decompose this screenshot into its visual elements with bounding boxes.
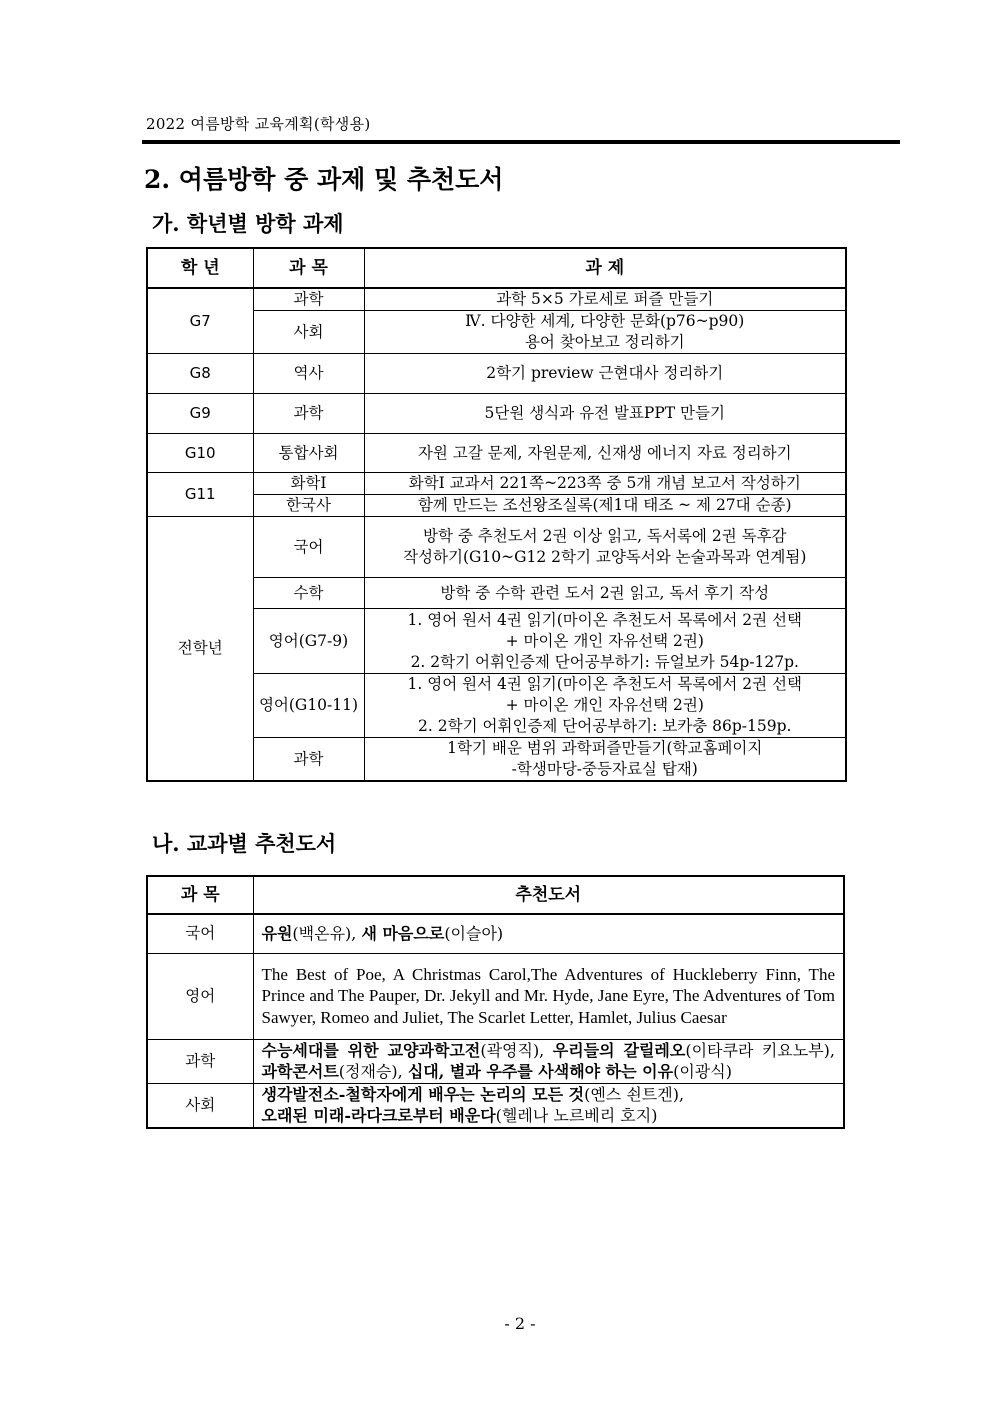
task-line: 1. 영어 원서 4권 읽기(마이온 추천도서 목록에서 2권 선택	[407, 675, 802, 693]
assignments-table	[146, 247, 847, 782]
book-author: (이슬아)	[444, 924, 504, 943]
subject-cell: 영어(G10-11)	[253, 674, 364, 738]
table-row	[147, 434, 846, 473]
grade-cell: G7	[147, 288, 253, 354]
subject-cell: 국어	[147, 914, 253, 953]
book-author: (이타쿠라 키요노부),	[685, 1040, 836, 1060]
books-cell: The Best of Poe, A Christmas Carol,The Adventures of Huckleberry Finn, The Prince and The Pauper, Dr. Jekyll and Mr. Hyde, Jane Eyre, The Adventures of Tom Sawyer, Romeo and Juliet, The Scarlet Letter, Hamlet, Julius Caesar	[253, 953, 844, 1039]
subject-cell: 과학	[253, 288, 364, 311]
table-row	[147, 1039, 844, 1083]
header-books: 추천도서	[253, 876, 844, 914]
grade-cell: 전학년	[147, 517, 253, 782]
task-cell: 방학 중 수학 관련 도서 2권 읽고, 독서 후기 작성	[364, 578, 846, 609]
subject-cell: 화학Ⅰ	[253, 473, 364, 495]
task-cell: 5단원 생식과 유전 발표PPT 만들기	[364, 394, 846, 434]
subject-cell: 사회	[147, 1083, 253, 1128]
task-line: 방학 중 추천도서 2권 이상 읽고, 독서록에 2권 독후감	[422, 527, 787, 545]
book-title: 과학콘서트	[261, 1062, 339, 1081]
task-cell	[364, 517, 846, 578]
subject-cell: 영어(G7-9)	[253, 609, 364, 674]
books-cell	[253, 1039, 844, 1083]
table-row	[147, 1083, 844, 1128]
book-author: (이광식)	[673, 1062, 732, 1081]
table-header-row	[147, 876, 844, 914]
table-row	[147, 953, 844, 1039]
task-line: 1. 영어 원서 4권 읽기(마이온 추천도서 목록에서 2권 선택	[407, 610, 802, 629]
task-line: 1학기 배운 범위 과학퍼즐만들기(학교홈페이지	[447, 739, 763, 757]
header-subject: 과 목	[253, 248, 364, 288]
task-cell	[364, 609, 846, 674]
header-subject: 과 목	[147, 876, 253, 914]
subject-cell: 통합사회	[253, 434, 364, 473]
task-cell	[364, 738, 846, 782]
subject-cell: 수학	[253, 578, 364, 609]
task-cell: 자원 고갈 문제, 자원문제, 신재생 에너지 자료 정리하기	[364, 434, 846, 473]
table-row	[147, 914, 844, 953]
task-line: 용어 찾아보고 정리하기	[524, 333, 685, 351]
book-title: 유원	[261, 924, 293, 943]
book-title: 새 마음으로	[361, 924, 445, 943]
task-line: 2. 2학기 어휘인증제 단어공부하기: 듀얼보카 54p-127p.	[410, 652, 799, 671]
book-line	[262, 1084, 836, 1106]
subject-cell: 과학	[253, 394, 364, 434]
table-row	[147, 473, 846, 495]
subject-cell: 한국사	[253, 495, 364, 517]
task-cell	[364, 311, 846, 354]
book-title: 우리들의 갈릴레오	[552, 1040, 686, 1060]
books-cell	[253, 1083, 844, 1128]
task-cell: 함께 만드는 조선왕조실록(제1대 태조 ~ 제 27대 순종)	[364, 495, 846, 517]
book-title: 수능세대를 위한 교양과학고전	[261, 1040, 481, 1060]
section-title: 2. 여름방학 중 과제 및 추천도서	[144, 165, 504, 194]
task-cell: 과학 5×5 가로세로 퍼즐 만들기	[364, 288, 846, 311]
task-cell	[364, 674, 846, 738]
task-cell: 2학기 preview 근현대사 정리하기	[364, 354, 846, 394]
task-line: Ⅳ. 다양한 세계, 다양한 문화(p76~p90)	[465, 312, 745, 330]
book-author: (정재승),	[338, 1062, 408, 1081]
header-rule	[142, 140, 900, 144]
task-line: 작성하기(G10~G12 2학기 교양독서와 논술과목과 연계됨)	[403, 548, 807, 566]
books-table	[146, 875, 845, 1129]
subject-cell: 영어	[147, 953, 253, 1039]
table-row	[147, 517, 846, 578]
task-line: + 마이온 개인 자유선택 2권)	[505, 631, 704, 650]
task-line: -학생마당-중등자료실 탑재)	[511, 760, 698, 778]
book-author: (헬레나 노르베리 호지)	[495, 1106, 658, 1125]
book-author: (백온유),	[292, 924, 362, 943]
subject-cell: 과학	[147, 1039, 253, 1083]
books-cell	[253, 914, 844, 953]
task-line: + 마이온 개인 자유선택 2권)	[505, 696, 704, 714]
subsection-title-assignments: 가. 학년별 방학 과제	[152, 211, 344, 236]
book-author: (곽영직),	[480, 1040, 553, 1060]
header-task: 과 제	[364, 248, 846, 288]
subsection-title-books: 나. 교과별 추천도서	[152, 831, 337, 856]
subject-cell: 역사	[253, 354, 364, 394]
task-line: 2. 2학기 어휘인증제 단어공부하기: 보카충 86p-159p.	[418, 717, 792, 735]
subject-cell: 과학	[253, 738, 364, 782]
running-header: 2022 여름방학 교육계획(학생용)	[146, 115, 371, 133]
book-title: 오래된 미래-라다크로부터 배운다	[261, 1106, 496, 1125]
book-title: 생각발전소-철학자에게 배우는 논리의 모든 것	[261, 1084, 585, 1104]
task-cell: 화학Ⅰ 교과서 221쪽~223쪽 중 5개 개념 보고서 작성하기	[364, 473, 846, 495]
page-number: - 2 -	[504, 1314, 536, 1333]
subject-cell: 사회	[253, 311, 364, 354]
grade-cell: G11	[147, 473, 253, 517]
table-header-row	[147, 248, 846, 288]
table-row	[147, 354, 846, 394]
table-row	[147, 288, 846, 311]
book-title: 십대, 별과 우주를 사색해야 하는 이유	[407, 1062, 674, 1081]
subject-cell: 국어	[253, 517, 364, 578]
table-row	[147, 394, 846, 434]
grade-cell: G8	[147, 354, 253, 394]
header-grade: 학 년	[147, 248, 253, 288]
grade-cell: G9	[147, 394, 253, 434]
grade-cell: G10	[147, 434, 253, 473]
book-line	[262, 1105, 836, 1127]
book-author: (옌스 쇤트겐),	[584, 1084, 685, 1104]
